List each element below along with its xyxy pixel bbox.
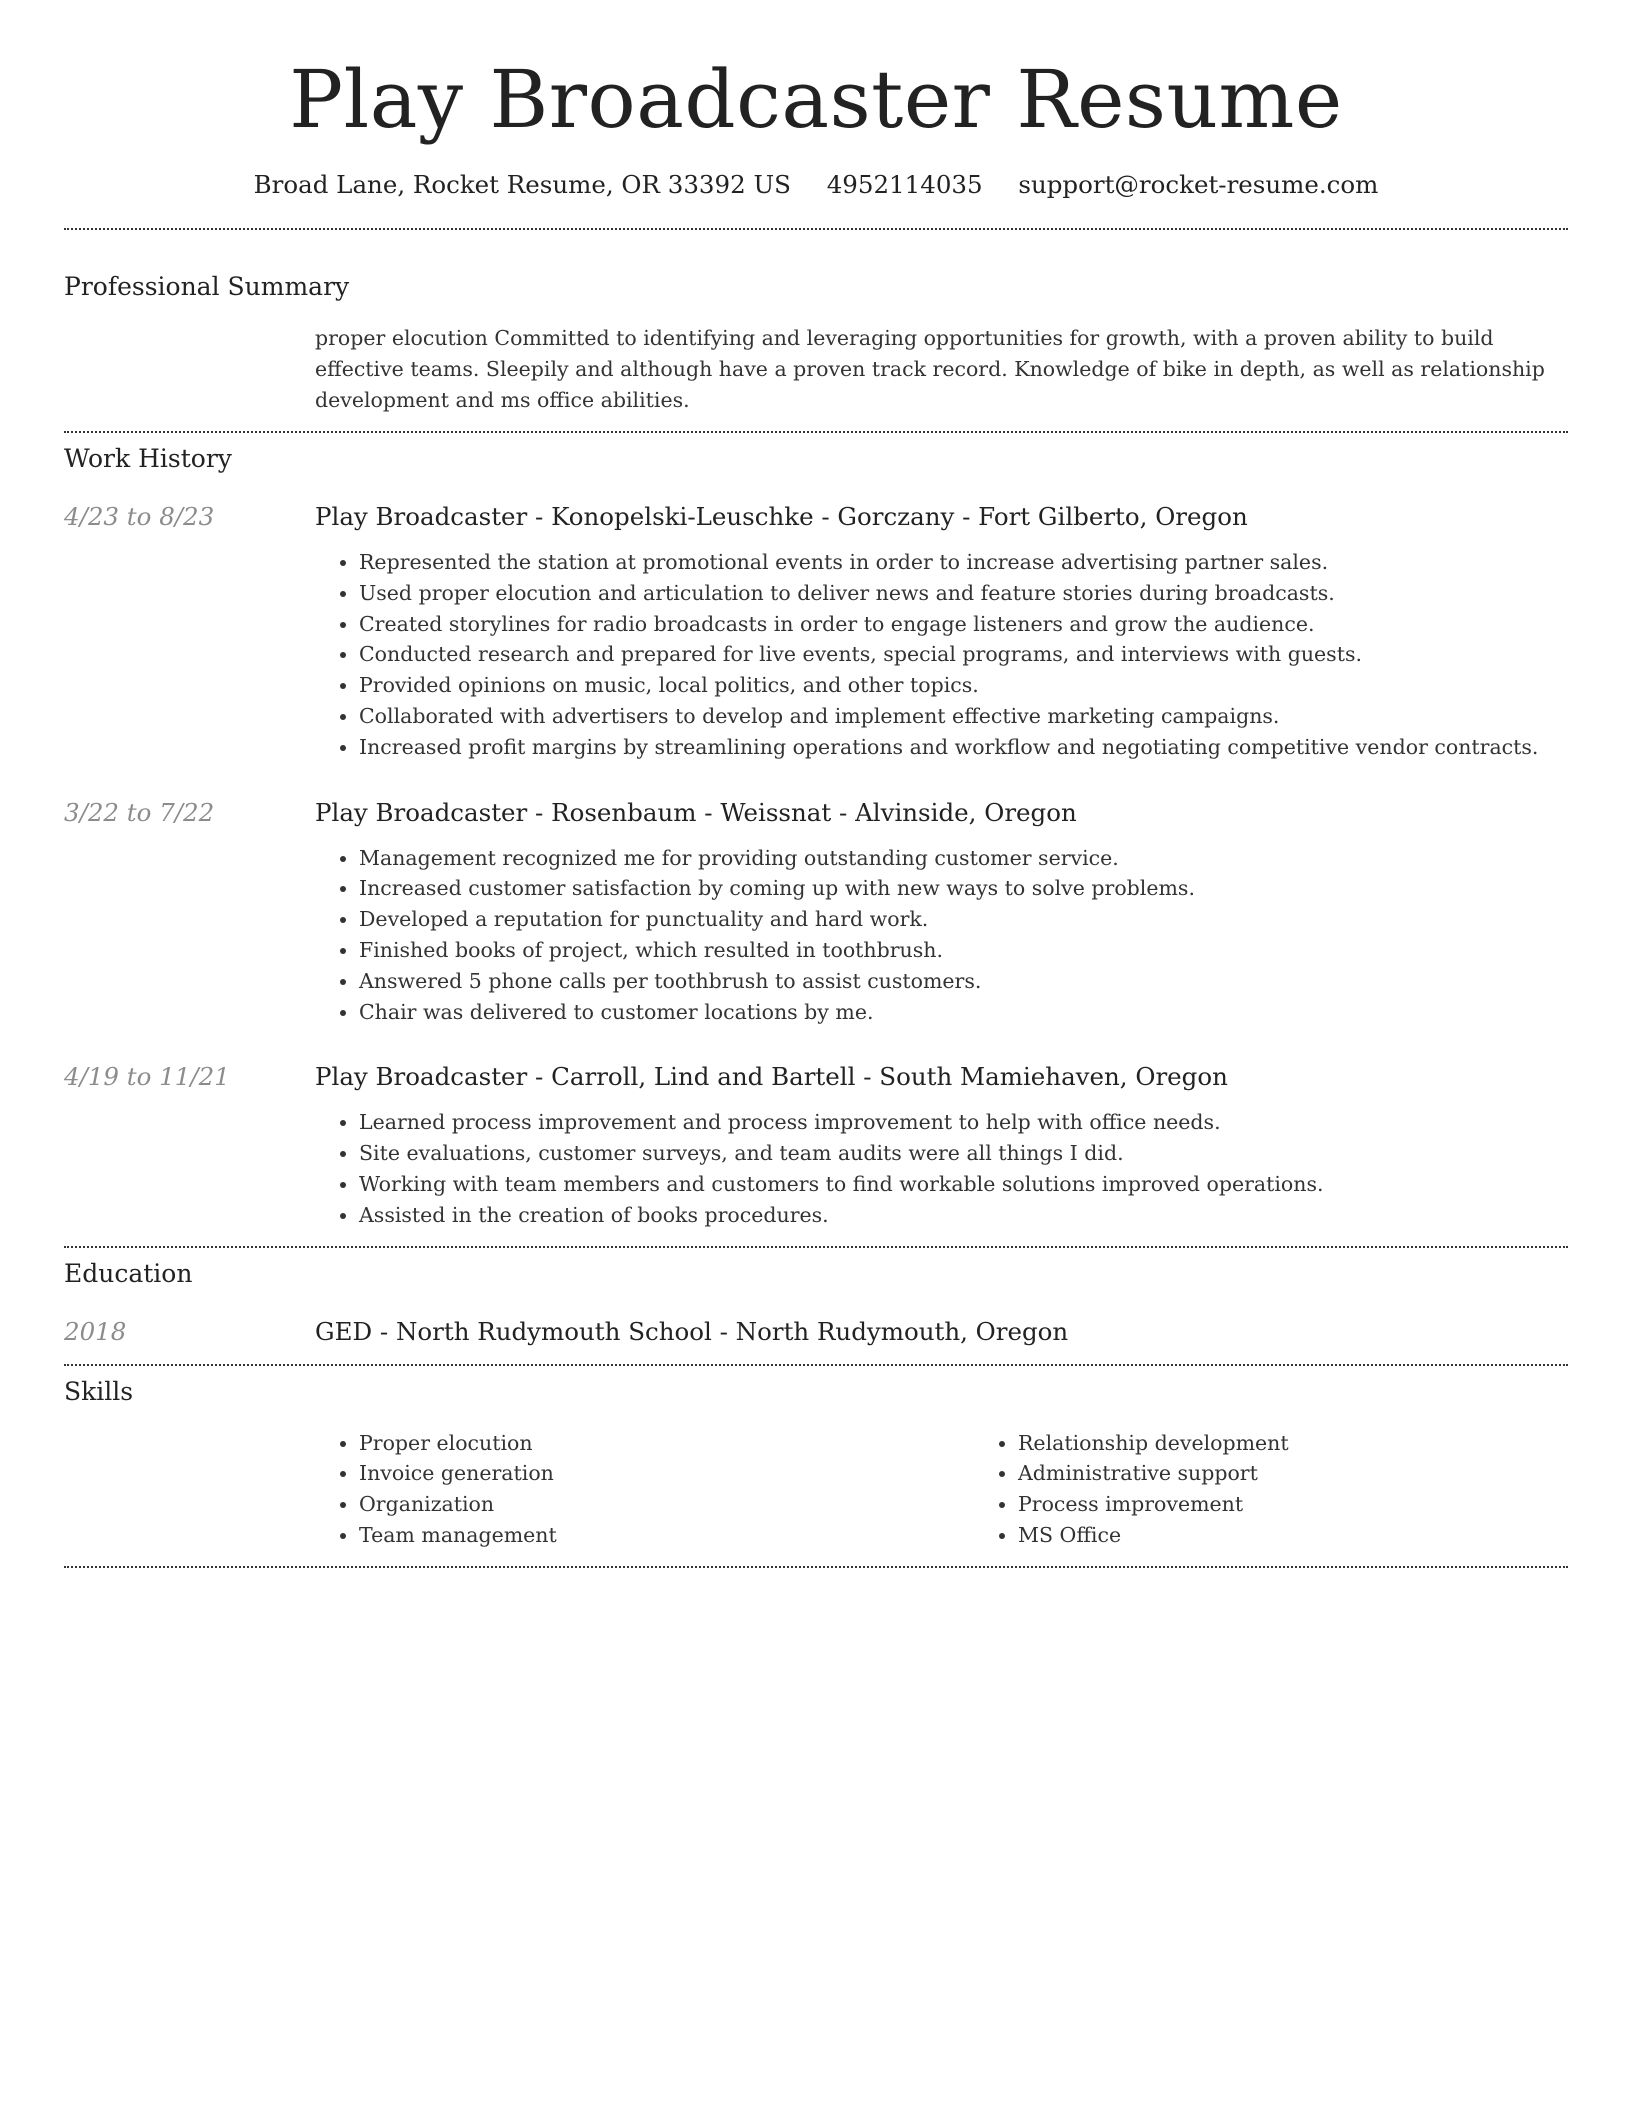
contact-phone: 4952114035: [826, 170, 983, 199]
contact-address: Broad Lane, Rocket Resume, OR 33392 US: [253, 170, 791, 199]
list-item: • Developed a reputation for punctuality and hard work.: [359, 904, 1568, 935]
education-heading: Education: [64, 1258, 193, 1288]
list-item: • Answered 5 phone calls per toothbrush to assist customers.: [359, 966, 1568, 997]
list-item: • Provided opinions on music, local politics, and other topics.: [359, 670, 1568, 701]
job-entry: [64, 500, 1568, 763]
contact-email: support@rocket-resume.com: [1018, 170, 1379, 199]
skill-item: • Administrative support: [1018, 1458, 1632, 1489]
list-item: • Learned process improvement and process improvement to help with office needs.: [359, 1107, 1568, 1138]
job-entry: [64, 1060, 1568, 1230]
job-bullets: [315, 1107, 1568, 1230]
skill-item: • Proper elocution: [359, 1428, 974, 1459]
list-item: • Used proper elocution and articulation to deliver news and feature stories during broadcasts.: [359, 578, 1568, 609]
skill-item: • Relationship development: [1018, 1428, 1632, 1459]
skill-item: • Organization: [359, 1489, 974, 1520]
resume-title: Play Broadcaster Resume: [289, 53, 1343, 146]
skills-section: [64, 1375, 1568, 1551]
section-divider: [64, 1364, 1568, 1366]
job-title: Play Broadcaster - Rosenbaum - Weissnat - Alvinside, Oregon: [315, 797, 1077, 827]
education-section: [64, 1257, 1568, 1349]
job-title: Play Broadcaster - Konopelski-Leuschke - Gorczany - Fort Gilberto, Oregon: [315, 502, 1248, 531]
work-history-heading: Work History: [64, 444, 232, 473]
job-entry: [64, 796, 1568, 1028]
summary-heading: Professional Summary: [64, 272, 350, 301]
list-item: • Finished books of project, which resulted in toothbrush.: [359, 935, 1568, 966]
job-dates: 4/19 to 11/21: [64, 1062, 230, 1092]
list-item: • Increased profit margins by streamlining operations and workflow and negotiating competitive vendor contracts.: [359, 732, 1568, 763]
list-item: • Conducted research and prepared for live events, special programs, and interviews with guests.: [359, 639, 1568, 670]
list-item: • Assisted in the creation of books procedures.: [359, 1200, 1568, 1231]
list-item: • Collaborated with advertisers to develop and implement effective marketing campaigns.: [359, 701, 1568, 732]
skills-list-left: [315, 1428, 974, 1551]
list-item: • Site evaluations, customer surveys, and team audits were all things I did.: [359, 1138, 1568, 1169]
list-item: • Created storylines for radio broadcasts in order to engage listeners and grow the audience.: [359, 609, 1568, 640]
contact-line: [64, 168, 1568, 202]
job-dates: 3/22 to 7/22: [64, 797, 215, 827]
resume-page: [64, 0, 1568, 1568]
job-title: Play Broadcaster - Carroll, Lind and Bartell - South Mamiehaven, Oregon: [315, 1062, 1228, 1092]
skill-item: • MS Office: [1018, 1520, 1632, 1551]
list-item: • Working with team members and customers to find workable solutions improved operations.: [359, 1169, 1568, 1200]
skill-item: • Process improvement: [1018, 1489, 1632, 1520]
skills-heading: Skills: [64, 1376, 134, 1406]
education-entry: [64, 1315, 1568, 1349]
section-divider: [64, 1566, 1568, 1568]
job-bullets: [315, 843, 1568, 1028]
section-divider: [64, 1246, 1568, 1248]
education-title: GED - North Rudymouth School - North Rudymouth, Oregon: [315, 1316, 1069, 1346]
job-dates: 4/23 to 8/23: [64, 502, 215, 531]
section-divider: [64, 228, 1568, 230]
job-bullets: [315, 547, 1568, 763]
list-item: • Increased customer satisfaction by coming up with new ways to solve problems.: [359, 873, 1568, 904]
summary-section: [64, 270, 1568, 416]
work-history-section: [64, 442, 1568, 1231]
education-year: 2018: [64, 1316, 127, 1346]
skill-item: • Team management: [359, 1520, 974, 1551]
summary-text: proper elocution Committed to identifying and leveraging opportunities for growth, with a proven ability to build effective teams. Sleepily and although have a proven track record. Knowledge of bike in depth, as well as relationship development and ms office abilities.: [315, 326, 1545, 412]
list-item: • Chair was delivered to customer locations by me.: [359, 997, 1568, 1028]
skills-list-right: [974, 1428, 1632, 1551]
list-item: • Represented the station at promotional events in order to increase advertising partner sales.: [359, 547, 1568, 578]
section-divider: [64, 431, 1568, 433]
list-item: • Management recognized me for providing outstanding customer service.: [359, 843, 1568, 874]
skill-item: • Invoice generation: [359, 1458, 974, 1489]
